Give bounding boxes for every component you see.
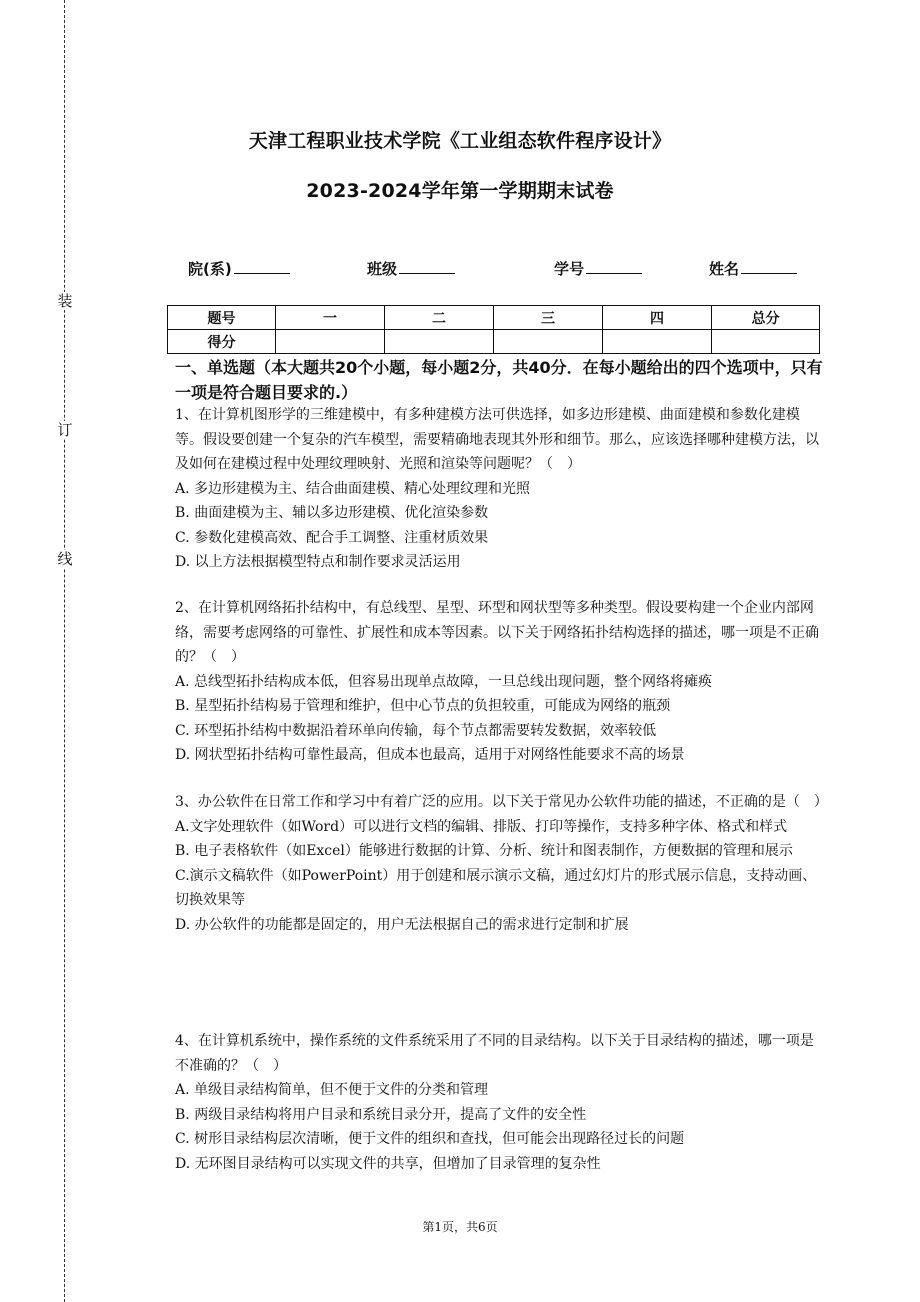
class-field [367,258,455,279]
question-stem: 4、在计算机系统中，操作系统的文件系统采用了不同的目录结构。以下关于目录结构的描述，哪一项是不准确的？（ ） [175,1033,814,1074]
name-label: 姓名 [709,260,740,278]
exam-title-line1: 天津工程职业技术学院《工业组态软件程序设计》 [248,130,672,152]
option-b[interactable]: B. 两级目录结构将用户目录和系统目录分开，提高了文件的安全性 [175,1106,587,1123]
exam-title-line2: 2023-2024学年第一学期期末试卷 [306,180,614,202]
question-stem: 1、在计算机图形学的三维建模中，有多种建模方法可供选择，如多边形建模、曲面建模和参数化建模等。假设要创建一个复杂的汽车模型，需要精确地表现其外形和细节。那么，应该选择哪种建模方法，以及如何在建模过程中处理纹理映射、光照和渲染等问题呢？（ ） [175,407,819,472]
option-d[interactable]: D. 以上方法根据模型特点和制作要求灵活运用 [175,554,461,570]
question-stem: 2、在计算机网络拓扑结构中，有总线型、星型、环型和网状型等多种类型。假设要构建一个企业内部网络，需要考虑网络的可靠性、扩展性和成本等因素。以下关于网络拓扑结构选择的描述，哪一项是不正确的？（ ） [175,600,819,665]
section-heading: 一、单选题（本大题共20个小题，每小题2分，共40分．在每小题给出的四个选项中，只有一项是符合题目要求的.） [175,358,823,402]
score-table-header-row [168,306,820,330]
option-a[interactable]: A. 总线型拓扑结构成本低，但容易出现单点故障，一旦总线出现问题，整个网络将瘫痪 [175,673,713,690]
department-label: 院(系) [188,260,232,278]
class-blank[interactable] [399,259,455,274]
option-a[interactable]: A.文字处理软件（如Word）可以进行文档的编辑、排版、打印等操作，支持多种字体、格式和样式 [175,818,788,835]
header-cell-number: 题号 [168,306,276,330]
header-cell-part4: 四 [603,306,712,330]
option-d[interactable]: D. 无环图目录结构可以实现文件的共享，但增加了目录管理的复杂性 [175,1155,601,1172]
option-d[interactable]: D. 办公软件的功能都是固定的，用户无法根据自己的需求进行定制和扩展 [175,916,629,933]
student-id-field [554,258,642,279]
class-label: 班级 [367,260,398,278]
option-c[interactable]: C.演示文稿软件（如PowerPoint）用于创建和展示演示文稿，通过幻灯片的形式展示信息，支持动画、切换效果等 [175,867,817,908]
option-b[interactable]: B. 电子表格软件（如Excel）能够进行数据的计算、分析、统计和图表制作，方便数据的管理和展示 [175,843,793,859]
question-4 [175,1029,825,1176]
option-c[interactable]: C. 树形目录结构层次清晰，便于文件的组织和查找，但可能会出现路径过长的问题 [175,1131,685,1147]
option-c[interactable]: C. 环型拓扑结构中数据沿着环单向传输，每个节点都需要转发数据，效率较低 [175,722,657,739]
score-cell-part2[interactable] [385,330,494,354]
binding-char-xian: 线 [57,550,73,568]
score-row-label: 得分 [168,330,276,354]
header-cell-part1: 一 [276,306,385,330]
score-cell-total[interactable] [712,330,820,354]
name-field [709,258,797,279]
header-cell-total: 总分 [712,306,820,330]
name-blank[interactable] [741,259,797,274]
question-1 [175,403,825,575]
question-stem: 3、办公软件在日常工作和学习中有着广泛的应用。以下关于常见办公软件功能的描述，不正确的是（ ） [175,794,828,810]
score-cell-part3[interactable] [494,330,603,354]
header-cell-part2: 二 [385,306,494,330]
question-3 [175,790,828,937]
option-b[interactable]: B. 曲面建模为主、辅以多边形建模、优化渲染参数 [175,505,489,521]
page-number: 第1页，共6页 [422,1220,498,1234]
student-id-label: 学号 [554,260,585,278]
option-c[interactable]: C. 参数化建模高效、配合手工调整、注重材质效果 [175,529,489,546]
binding-char-zhuang: 装 [57,292,73,310]
option-a[interactable]: A. 多边形建模为主、结合曲面建模、精心处理纹理和光照 [175,480,531,497]
question-2 [175,596,825,768]
department-blank[interactable] [234,259,290,274]
option-b[interactable]: B. 星型拓扑结构易于管理和维护，但中心节点的负担较重，可能成为网络的瓶颈 [175,698,671,714]
option-a[interactable]: A. 单级目录结构简单，但不便于文件的分类和管理 [175,1082,489,1098]
score-cell-part1[interactable] [276,330,385,354]
student-id-blank[interactable] [586,259,642,274]
binding-char-ding: 订 [57,421,73,439]
department-field [188,258,290,279]
header-cell-part3: 三 [494,306,603,330]
score-table-score-row [168,330,820,354]
score-cell-part4[interactable] [603,330,712,354]
option-d[interactable]: D. 网状型拓扑结构可靠性最高，但成本也最高，适用于对网络性能要求不高的场景 [175,747,685,763]
score-table [167,305,820,354]
